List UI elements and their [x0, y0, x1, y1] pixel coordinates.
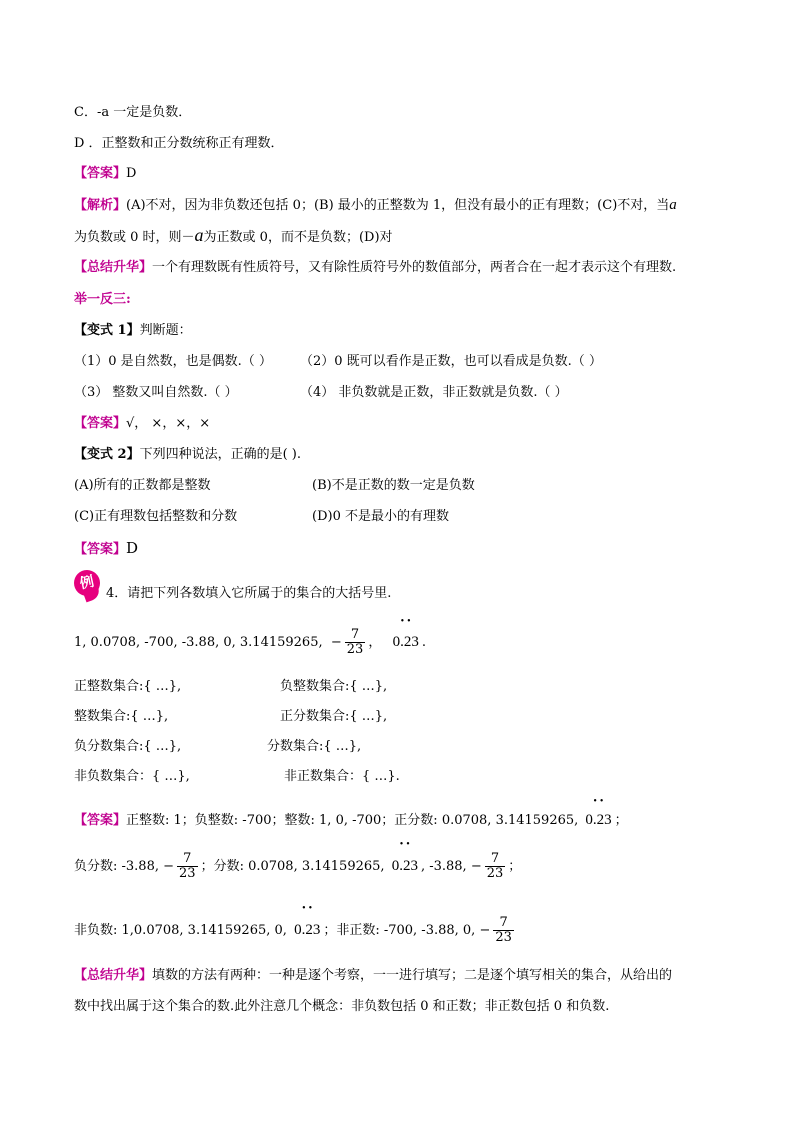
answer-3: [74, 539, 138, 559]
answer-4-line-3: 非负数: 1,0.0708, 3.14159265, 0, •• 0.23 ；非正数: -700, -3.88, 0, − $\frac{7}{23}$: [74, 912, 517, 949]
neg-sign: −: [330, 635, 342, 650]
question-1: （1）0 是自然数，也是偶数.（ ）: [74, 354, 272, 369]
example-4-title: 4．请把下列各数填入它所属于的集合的大括号里.: [106, 586, 392, 601]
set-fractions: 分数集合:{ …},: [267, 739, 362, 754]
option-a: (A)所有的正数都是整数: [74, 478, 211, 493]
example-badge-icon: 例: [72, 568, 103, 599]
answer-2: [74, 415, 210, 433]
variant-2-label: 【变式 2】: [74, 447, 140, 462]
fraction-7-23: $\frac{7}{23}$: [495, 915, 512, 945]
analysis-text-2b: 为正数或 0，而不是负数；(D)对: [203, 230, 393, 245]
summary-text: 一个有理数既有性质符号，又有除性质符号外的数值部分，两者合在一起才表示这个有理数.: [152, 260, 677, 275]
practice-heading: 举一反三:: [74, 292, 131, 307]
answer-4-line-1: 【答案】正整数: 1；负整数: -700；整数: 1, 0, -700；正分数: 0.0708, 3.14159265, •• 0.23 ；: [74, 805, 628, 836]
set-integers: 整数集合:{ …},: [74, 709, 169, 724]
set-negative-integers: 负整数集合:{ …},: [280, 679, 388, 694]
number-list: 1, 0.0708, -700, -3.88, 0, 3.14159265, − $\frac{7}{23}$ ， •• 0.23 .: [74, 616, 426, 657]
set-positive-integers: 正整数集合:{ …},: [74, 679, 182, 694]
summary-2-line-1: 【总结升华】填数的方法有两种：一种是逐个考察，一一进行填写；二是逐个填写相关的集合，从给出的: [74, 968, 673, 983]
option-d: D ．正整数和正分数统称正有理数．: [74, 136, 284, 151]
var-a: a: [669, 197, 677, 213]
summary-label: 【总结升华】: [74, 260, 153, 275]
analysis-text-2a: 为负数或 0 时，则－: [74, 230, 195, 245]
analysis-line-1: [74, 196, 677, 215]
variant-1: [74, 322, 192, 340]
question-2: （2）0 既可以看作是正数，也可以看成是负数.（ ）: [300, 354, 602, 369]
analysis-label: 【解析】: [74, 198, 127, 213]
fraction-7-23: $\frac{7}{23}$: [179, 851, 196, 881]
set-non-positive: 非正数集合：{ …}.: [284, 769, 400, 784]
repeating-decimal: •• 0.23: [585, 796, 612, 828]
question-3: （3） 整数又叫自然数.（ ）: [74, 385, 238, 400]
answer-label: 【答案】: [74, 542, 127, 557]
option-d2: (D)0 不是最小的有理数: [312, 509, 449, 524]
answer-value: √， ×，×，×: [126, 416, 211, 431]
set-non-negative: 非负数集合：{ …},: [74, 769, 190, 784]
answer-1: [74, 165, 136, 183]
variant-1-label: 【变式 1】: [74, 323, 140, 338]
answer-value: D: [126, 166, 137, 181]
numbers: 1, 0.0708, -700, -3.88, 0, 3.14159265,: [74, 635, 323, 650]
answer-label: 【答案】: [74, 813, 127, 828]
variant-2: [74, 446, 301, 464]
answer-label: 【答案】: [74, 166, 127, 181]
answer-label: 【答案】: [74, 416, 127, 431]
summary-1: [74, 259, 676, 277]
option-c: C．-a 一定是负数．: [74, 105, 192, 120]
var-a-2: a: [194, 225, 204, 245]
variant-2-text: 下列四种说法，正确的是( ).: [139, 447, 301, 462]
repeating-decimal: •• 0.23: [294, 903, 321, 938]
fraction-7-23: $\frac{7}{23}$: [486, 851, 504, 881]
repeating-decimal: •• 0.23: [392, 616, 419, 650]
analysis-line-2: [74, 226, 393, 247]
set-positive-fractions: 正分数集合:{ …},: [280, 709, 388, 724]
summary-2-line-2: 数中找出属于这个集合的数.此外注意几个概念：非负数包括 0 和正数；非正数包括 0 和负数.: [74, 999, 610, 1014]
set-negative-fractions: 负分数集合:{ …},: [74, 739, 182, 754]
option-c2: (C)正有理数包括整数和分数: [74, 509, 238, 524]
fraction-7-23: $\frac{7}{23}$: [346, 627, 364, 657]
question-4: （4） 非负数就是正数，非正数就是负数.（ ）: [300, 385, 568, 400]
repeating-decimal: •• 0.23: [391, 839, 418, 874]
answer-value: D: [126, 539, 139, 557]
summary-label: 【总结升华】: [74, 968, 153, 983]
variant-1-text: 判断题：: [139, 323, 192, 338]
answer-4-line-2: 负分数: -3.88, − $\frac{7}{23}$ ；分数: 0.0708, 3.14159265, •• 0.23 , -3.88, − $\frac{7}{23}$ ；: [74, 848, 521, 885]
option-b: (B)不是正数的数一定是负数: [312, 478, 475, 493]
analysis-text: (A)不对，因为非负数还包括 0；(B) 最小的正整数为 1，但没有最小的正有理数；(C)不对，当: [126, 198, 670, 213]
